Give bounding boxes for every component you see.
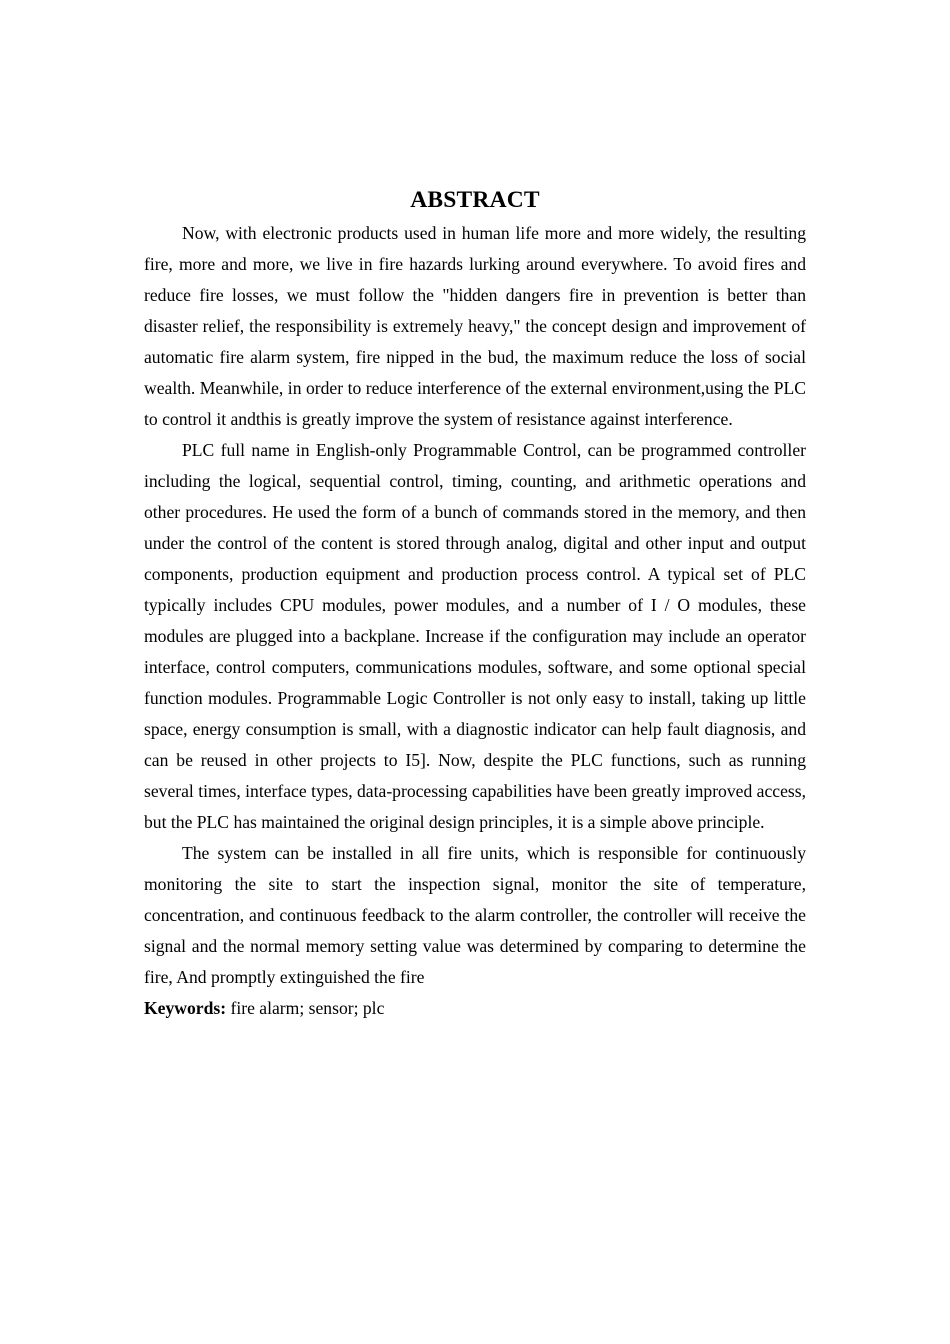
keywords-label: Keywords: xyxy=(144,998,227,1018)
keywords-line xyxy=(144,993,806,1024)
abstract-paragraph-3: The system can be installed in all fire units, which is responsible for continuously monitoring the site to start the inspection signal, monitor the site of temperature, concentration, and continuous feedback to the alarm controller, the controller will receive the signal and the normal memory setting value was determined by comparing to determine the fire, And promptly extinguished the fire xyxy=(144,843,806,987)
abstract-section xyxy=(144,182,806,1024)
keywords-value: fire alarm; sensor; plc xyxy=(226,998,385,1018)
abstract-paragraph-1: Now, with electronic products used in human life more and more widely, the resulting fire, more and more, we live in fire hazards lurking around everywhere. To avoid fires and reduce fire losses, we must follow the "hidden dangers fire in prevention is better than disaster relief, the responsibility is extremely heavy," the concept design and improvement of automatic fire alarm system, fire nipped in the bud, the maximum reduce the loss of social wealth. Meanwhile, in order to reduce interference of the external environment,using the PLC to control it andthis is greatly improve the system of resistance against interference. xyxy=(144,223,806,429)
abstract-title: ABSTRACT xyxy=(410,187,540,213)
abstract-paragraph-2: PLC full name in English-only Programmable Control, can be programmed controller including the logical, sequential control, timing, counting, and arithmetic operations and other procedures. He used the form of a bunch of commands stored in the memory, and then under the control of the content is stored through analog, digital and other input and output components, production equipment and production process control. A typical set of PLC typically includes CPU modules, power modules, and a number of I / O modules, these modules are plugged into a backplane. Increase if the configuration may include an operator interface, control computers, communications modules, software, and some optional special function modules. Programmable Logic Controller is not only easy to install, taking up little space, energy consumption is small, with a diagnostic indicator can help fault diagnosis, and can be reused in other projects to I5]. Now, despite the PLC functions, such as running several times, interface types, data-processing capabilities have been greatly improved access, but the PLC has maintained the original design principles, it is a simple above principle. xyxy=(144,440,806,832)
